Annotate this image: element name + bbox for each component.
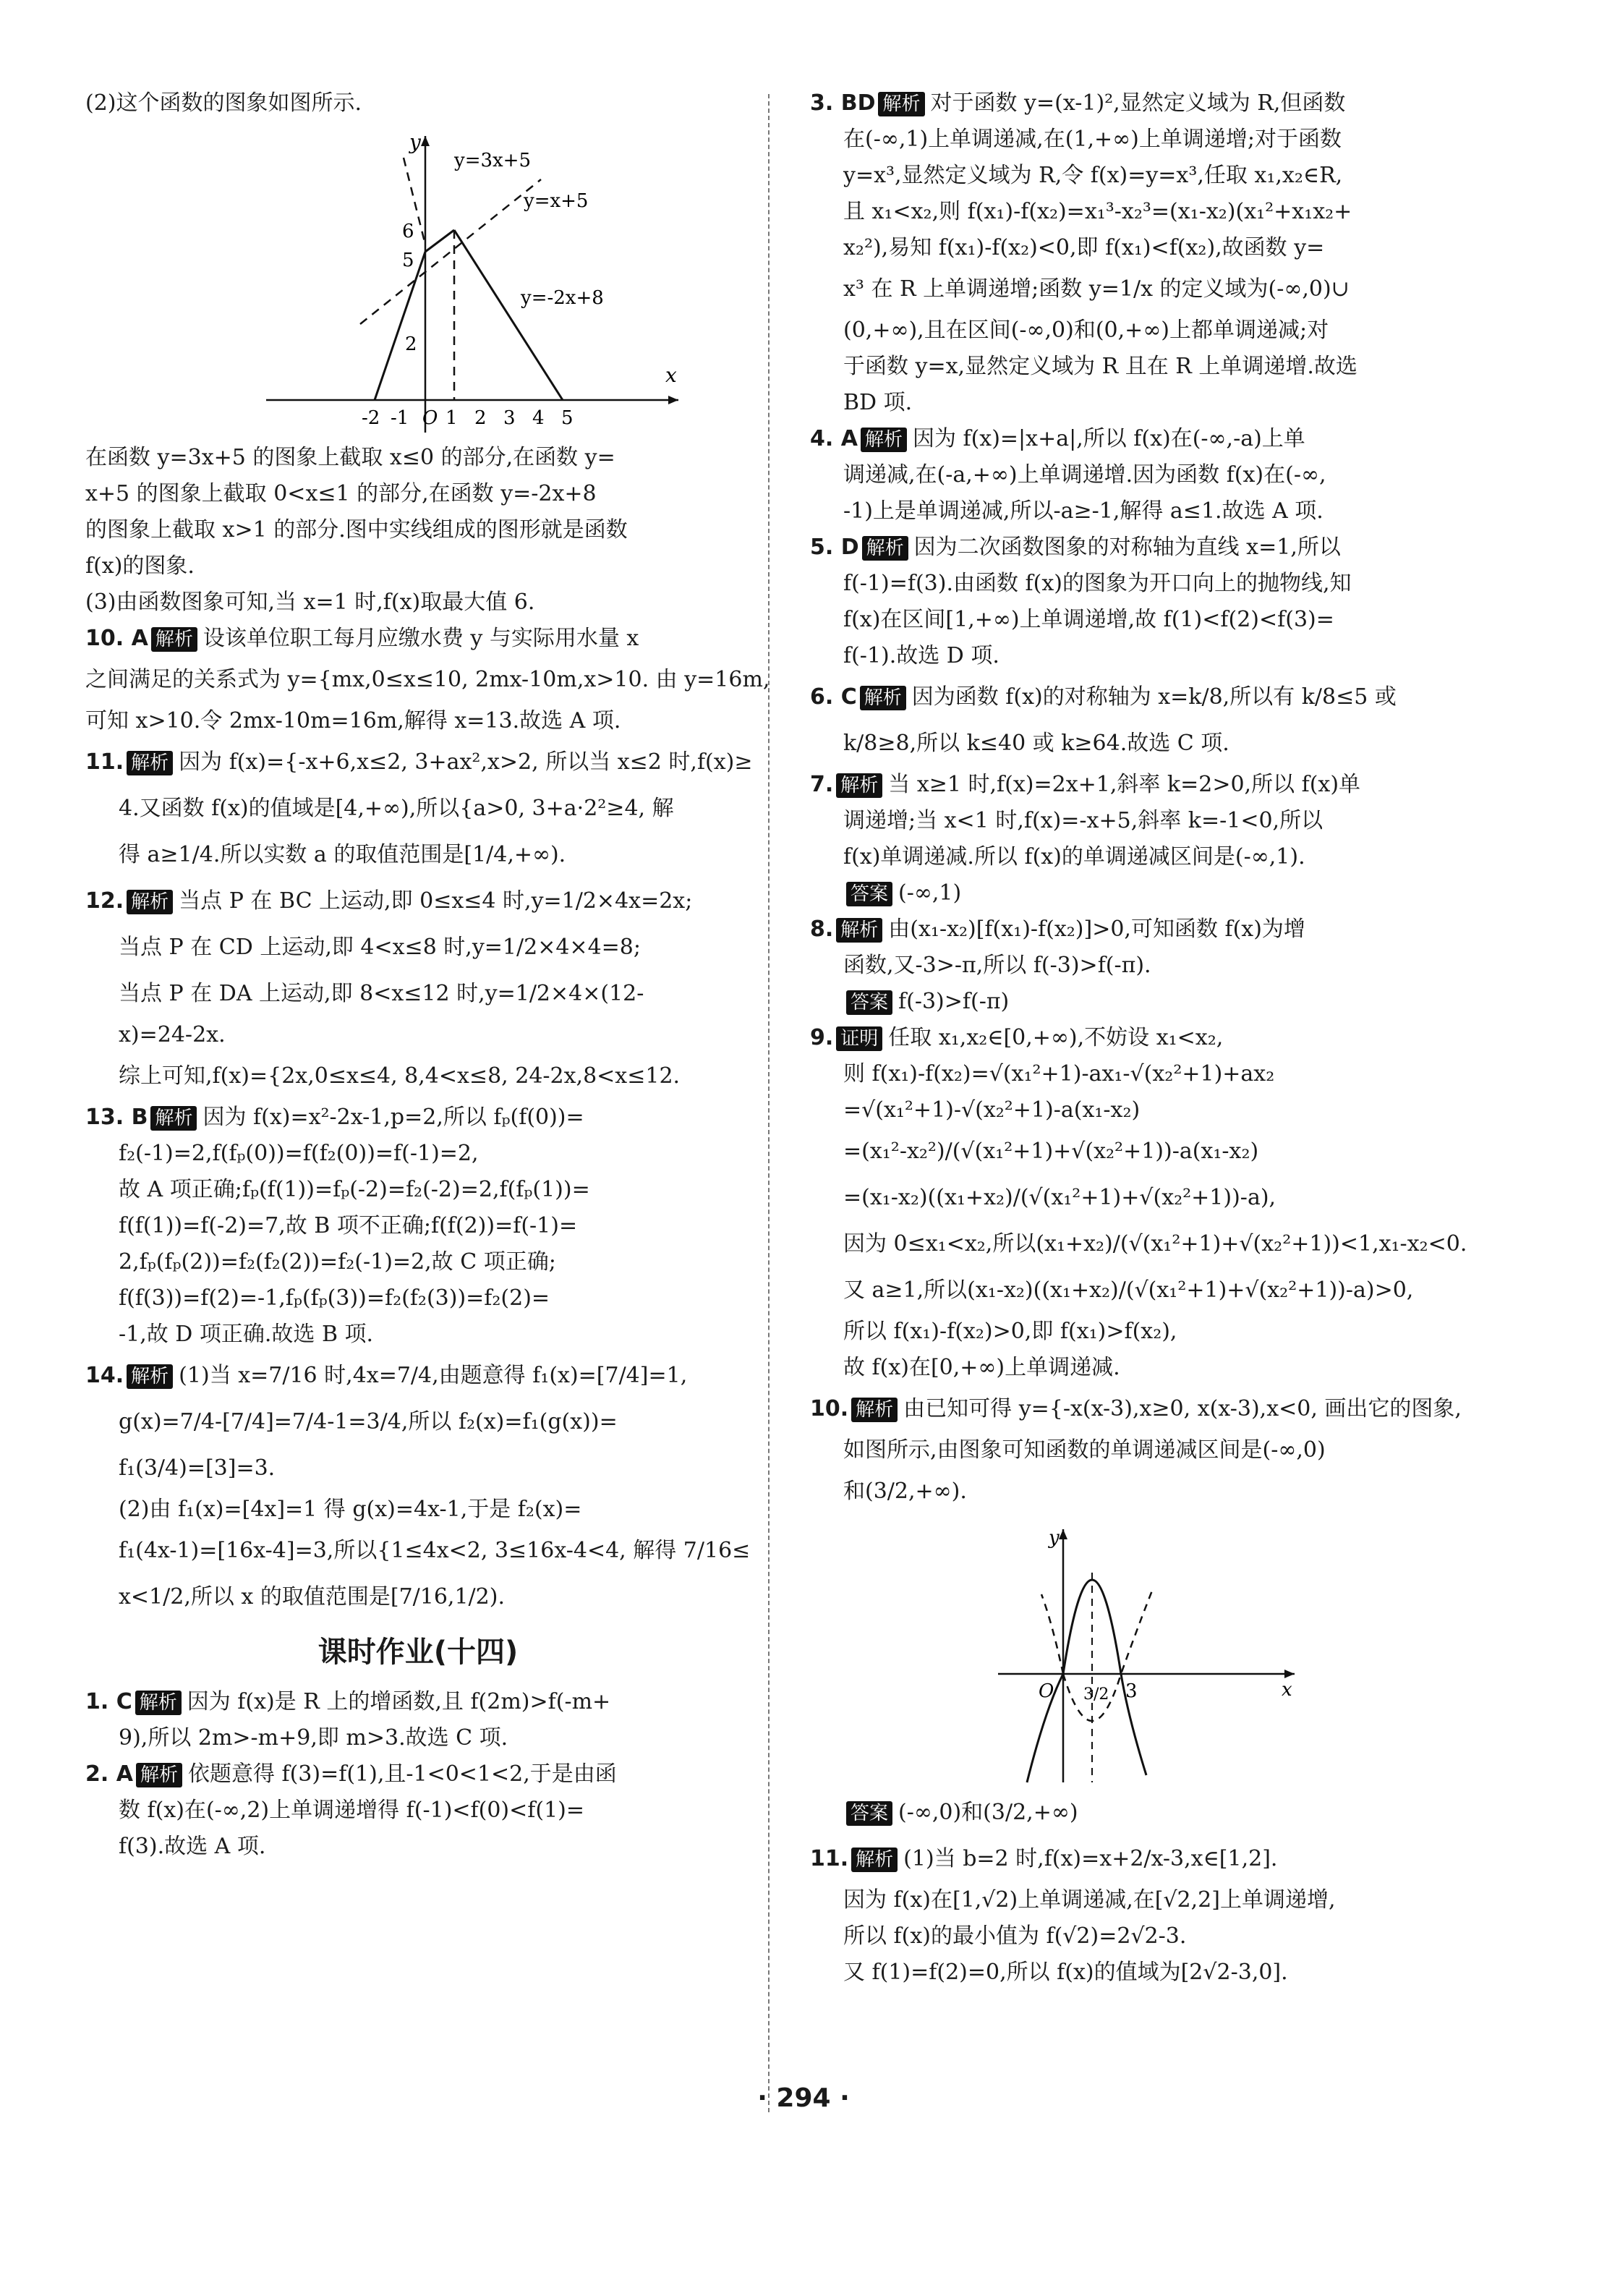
answer-s5 [810,530,1475,674]
text-line: x₂²),易知 f(x₁)-f(x₂)<0,即 f(x₁)<f(x₂),故函数 y= [843,235,1325,260]
y-axis-label: y [1049,1527,1060,1549]
column-divider [768,94,770,2112]
text-line: f(f(1))=f(-2)=7,故 B 项不正确;f(f(2))=f(-1)= [119,1213,578,1238]
text-line: 则 f(x₁)-f(x₂)=√(x₁²+1)-ax₁-√(x₂²+1)+ax₂ [843,1061,1275,1087]
analysis-tag: 解析 [836,773,882,798]
analysis-tag: 解析 [861,428,907,452]
question-number: 13. B [85,1105,148,1130]
analysis-tag: 解析 [851,1848,898,1872]
text-line: =(x₁²-x₂²)/(√(x₁²+1)+√(x₂²+1))-a(x₁-x₂) [843,1139,1259,1164]
answer-text: (-∞,0)和(3/2,+∞) [898,1800,1078,1825]
text-line: 又 a≥1,所以(x₁-x₂)((x₁+x₂)/(√(x₁²+1)+√(x₂²+1))-a)>0, [843,1277,1414,1303]
answer-s7 [810,767,1475,911]
answer-10 [85,621,770,739]
text-line: 因为函数 f(x)的对称轴为 x=k/8,所以有 k/8≤5 或 [911,684,1397,710]
answer-s9 [810,1020,1475,1386]
text-line: k/8≥8,所以 k≤40 或 k≥64.故选 C 项. [843,731,1229,756]
text-line: -1,故 D 项正确.故选 B 项. [119,1322,374,1347]
answer-tag: 答案 [846,990,892,1015]
text-line: 在函数 y=3x+5 的图象上截取 x≤0 的部分,在函数 y= [85,445,615,470]
text-line: 的图象上截取 x>1 的部分.图中实线组成的图形就是函数 [85,517,628,543]
question-number: 6. C [810,684,857,710]
text-line: 因为 f(x)在[1,√2)上单调递减,在[√2,2]上单调递增, [843,1887,1336,1913]
x-tick: 4 [532,407,545,429]
figure-parabolas [984,1515,1302,1790]
text-line: (0,+∞),且在区间(-∞,0)和(0,+∞)上都单调递减;对 [843,318,1329,343]
text-line: =√(x₁²+1)-√(x₂²+1)-a(x₁-x₂) [843,1097,1141,1123]
question-number: 10. [810,1396,849,1421]
text-line: 因为二次函数图象的对称轴为直线 x=1,所以 [913,535,1341,560]
analysis-tag: 解析 [860,686,906,710]
line-label-neg2x8: y=-2x+8 [521,287,604,309]
answer-s10 [810,1386,1475,1515]
text-line: 可知 x>10.令 2mx-10m=16m,解得 x=13.故选 A 项. [85,708,621,734]
answer-13 [85,1100,751,1353]
text-line: 设该单位职工每月应缴水费 y 与实际用水量 x [203,626,639,651]
analysis-tag: 解析 [851,1398,898,1422]
text-line: 且 x₁<x₂,则 f(x₁)-f(x₂)=x₁³-x₂³=(x₁-x₂)(x₁²+x₁x₂+ [843,199,1352,224]
text-line: f(-1).故选 D 项. [843,643,999,668]
section-title: 课时作业(十四) [317,1636,519,1669]
x-axis-label: x [665,363,677,387]
line-label-x5: y=x+5 [524,190,589,212]
text-line: (3)由函数图象可知,当 x=1 时,f(x)取最大值 6. [85,590,535,615]
question-number: 9. [810,1025,834,1050]
question-number: 1. C [85,1689,132,1714]
question-number: 14. [85,1363,124,1388]
text-line: 当点 P 在 DA 上运动,即 8<x≤12 时,y=1/2×4×(12- [119,981,644,1006]
text-line: 当 x≥1 时,f(x)=2x+1,斜率 k=2>0,所以 f(x)单 [888,772,1361,797]
text-line: 于函数 y=x,显然定义域为 R 且在 R 上单调递增.故选 [843,354,1357,379]
answer-11 [85,739,751,878]
text-line: f₁(4x-1)=[16x-4]=3,所以{1≤4x<2, 3≤16x-4<4, 解得 7/16≤ [119,1538,751,1563]
text-line: 之间满足的关系式为 y={mx,0≤x≤10, 2mx-10m,x>10. 由 y=16m, [85,667,770,692]
text-line: =(x₁-x₂)((x₁+x₂)/(√(x₁²+1)+√(x₂²+1))-a), [843,1185,1276,1210]
y-tick-6: 6 [402,221,414,242]
question-number: 10. A [85,626,148,651]
text-line: 由(x₁-x₂)[f(x₁)-f(x₂)]>0,可知函数 f(x)为增 [888,917,1305,942]
text-line: 和(3/2,+∞). [843,1479,967,1504]
analysis-tag: 解析 [150,1106,197,1131]
answer-tag: 答案 [846,1801,892,1826]
line-label-3x5: y=3x+5 [454,150,532,171]
question-number: 7. [810,772,834,797]
text-line: x³ 在 R 上单调递增;函数 y=1/x 的定义域为(-∞,0)∪ [843,276,1350,302]
text-line: (1)当 x=7/16 时,4x=7/4,由题意得 f₁(x)=[7/4]=1, [179,1363,688,1388]
text-line: 得 a≥1/4.所以实数 a 的取值范围是[1/4,+∞). [119,842,566,867]
text-line: 因为 f(x)=|x+a|,所以 f(x)在(-∞,-a)上单 [912,426,1305,451]
text-line: 数 f(x)在(-∞,2)上单调递增得 f(-1)<f(0)<f(1)= [119,1798,585,1823]
text-line: f(f(3))=f(2)=-1,fₚ(fₚ(3))=f₂(f₂(3))=f₂(2)= [119,1285,550,1311]
x-tick: 5 [561,407,574,429]
answer-s8 [810,911,1475,1020]
answer-14 [85,1353,751,1620]
figure-piecewise-linear [252,122,686,440]
text-line: f₂(-1)=2,f(fₚ(0))=f(f₂(0))=f(-1)=2, [119,1141,479,1166]
text-line: f₁(3/4)=[3]=3. [119,1455,276,1481]
text-line: f(-1)=f(3).由函数 f(x)的图象为开口向上的抛物线,知 [843,571,1352,596]
answer-s1 [85,1684,751,1756]
text-line: 因为 f(x)=x²-2x-1,p=2,所以 fₚ(f(0))= [203,1105,584,1130]
text-line: 9),所以 2m>-m+9,即 m>3.故选 C 项. [119,1725,508,1751]
right-column [810,85,1475,1991]
y-tick-5: 5 [402,250,414,271]
text-line: 又 f(1)=f(2)=0,所以 f(x)的值域为[2√2-3,0]. [843,1960,1288,1985]
text-line: 4.又函数 f(x)的值域是[4,+∞),所以{a>0, 3+a·2²≥4, 解 [119,796,674,821]
answer-s3 [810,85,1475,421]
x-tick: 3 [503,407,516,429]
text-line: BD 项. [843,390,913,415]
x-tick: -1 [391,407,409,429]
x-tick: -2 [362,407,380,429]
left-column [85,85,770,1865]
x-axis-label: x [1282,1679,1292,1701]
x-tick: 1 [446,407,458,429]
analysis-tag: 解析 [127,1364,173,1389]
analysis-tag: 解析 [127,751,173,775]
analysis-tag: 解析 [127,890,173,914]
origin-label: O [422,407,438,429]
tick-three: 3 [1125,1680,1138,1702]
analysis-tag: 解析 [136,1763,182,1787]
question-number: 4. A [810,426,858,451]
x-tick: 2 [474,407,487,429]
text-line: 所以 f(x)的最小值为 f(√2)=2√2-3. [843,1923,1187,1949]
text-line: 2,fₚ(fₚ(2))=f₂(f₂(2))=f₂(-1)=2,故 C 项正确; [119,1249,556,1275]
text-line: 因为 0≤x₁<x₂,所以(x₁+x₂)/(√(x₁²+1)+√(x₂²+1))<1,x₁-x₂<0. [843,1231,1467,1257]
question-number: 11. [810,1846,849,1871]
analysis-tag: 解析 [151,627,197,652]
text-line: (1)当 b=2 时,f(x)=x+2/x-3,x∈[1,2]. [903,1846,1278,1871]
question-number: 5. D [810,535,859,560]
text-line: (2)由 f₁(x)=[4x]=1 得 g(x)=4x-1,于是 f₂(x)= [119,1497,582,1522]
text-line: 当点 P 在 CD 上运动,即 4<x≤8 时,y=1/2×4×4=8; [119,935,641,960]
text-line: 函数,又-3>-π,所以 f(-3)>f(-π). [843,953,1151,978]
answer-text: (-∞,1) [898,880,962,906]
text-line: 在(-∞,1)上单调递减,在(1,+∞)上单调递增;对于函数 [843,127,1342,152]
text-line: x)=24-2x. [119,1022,226,1047]
text-line: 调递减,在(-a,+∞)上单调递增.因为函数 f(x)在(-∞, [843,462,1326,488]
analysis-tag: 解析 [862,536,908,561]
text-line: y=x³,显然定义域为 R,令 f(x)=y=x³,任取 x₁,x₂∈R, [843,163,1343,188]
page-number: · 294 · [757,2083,850,2113]
question-number: 12. [85,888,124,914]
text-line: f(x)单调递减.所以 f(x)的单调递减区间是(-∞,1). [843,844,1305,869]
answer-tag: 答案 [846,882,892,906]
text-line: 由已知可得 y={-x(x-3),x≥0, x(x-3),x<0, 画出它的图象, [903,1396,1462,1421]
proof-tag: 证明 [836,1026,882,1051]
text-line: 综上可知,f(x)={2x,0≤x≤4, 8,4<x≤8, 24-2x,8<x≤12. [119,1063,681,1089]
analysis-tag: 解析 [878,92,924,116]
text-line: f(x)在区间[1,+∞)上单调递增,故 f(1)<f(2)<f(3)= [843,607,1334,632]
text-line: f(3).故选 A 项. [119,1834,266,1859]
text-line: 因为 f(x)是 R 上的增函数,且 f(2m)>f(-m+ [187,1689,611,1714]
text-line: 调递增;当 x<1 时,f(x)=-x+5,斜率 k=-1<0,所以 [843,808,1323,833]
answer-12 [85,878,751,1100]
text-line: 当点 P 在 BC 上运动,即 0≤x≤4 时,y=1/2×4x=2x; [179,888,693,914]
text-line: (2)这个函数的图象如图所示. [85,90,362,116]
question-number: 2. A [85,1761,133,1787]
text-line: 所以 f(x₁)-f(x₂)>0,即 f(x₁)>f(x₂), [843,1319,1177,1344]
text-line: 任取 x₁,x₂∈[0,+∞),不妨设 x₁<x₂, [888,1025,1224,1050]
text-line: 如图所示,由图象可知函数的单调递减区间是(-∞,0) [843,1437,1326,1463]
y-axis-label: y [409,130,421,154]
text-line: 因为 f(x)={-x+6,x≤2, 3+ax²,x>2, 所以当 x≤2 时,f(x)≥ [179,749,753,775]
answer-s4 [810,421,1475,530]
analysis-tag: 解析 [836,918,882,943]
text-line: x+5 的图象上截取 0<x≤1 的部分,在函数 y=-2x+8 [85,481,597,506]
question-number: 8. [810,917,834,942]
text-line: -1)上是单调递减,所以-a≥-1,解得 a≤1.故选 A 项. [843,498,1323,524]
analysis-tag: 解析 [135,1691,182,1715]
question-number: 3. BD [810,90,876,116]
question-number: 11. [85,749,124,775]
text-line: x<1/2,所以 x 的取值范围是[7/16,1/2). [119,1584,505,1610]
text-line: f(x)的图象. [85,553,195,579]
origin-label: O [1039,1680,1054,1702]
answer-s6 [810,674,1475,767]
text-line: 对于函数 y=(x-1)²,显然定义域为 R,但函数 [930,90,1346,116]
answer-s2 [85,1756,751,1865]
text-line: 依题意得 f(3)=f(1),且-1<0<1<2,于是由函 [187,1761,617,1787]
answer-text: f(-3)>f(-π) [898,989,1010,1014]
y-tick-2: 2 [405,333,417,355]
text-line: 故 A 项正确;fₚ(f(1))=fₚ(-2)=f₂(-2)=2,f(fₚ(1))= [119,1177,590,1202]
answer-s11 [810,1836,1475,1991]
tick-three-halves: 3/2 [1083,1685,1109,1704]
text-line: 故 f(x)在[0,+∞)上单调递减. [843,1355,1120,1380]
text-line: g(x)=7/4-[7/4]=7/4-1=3/4,所以 f₂(x)=f₁(g(x))= [119,1409,618,1434]
